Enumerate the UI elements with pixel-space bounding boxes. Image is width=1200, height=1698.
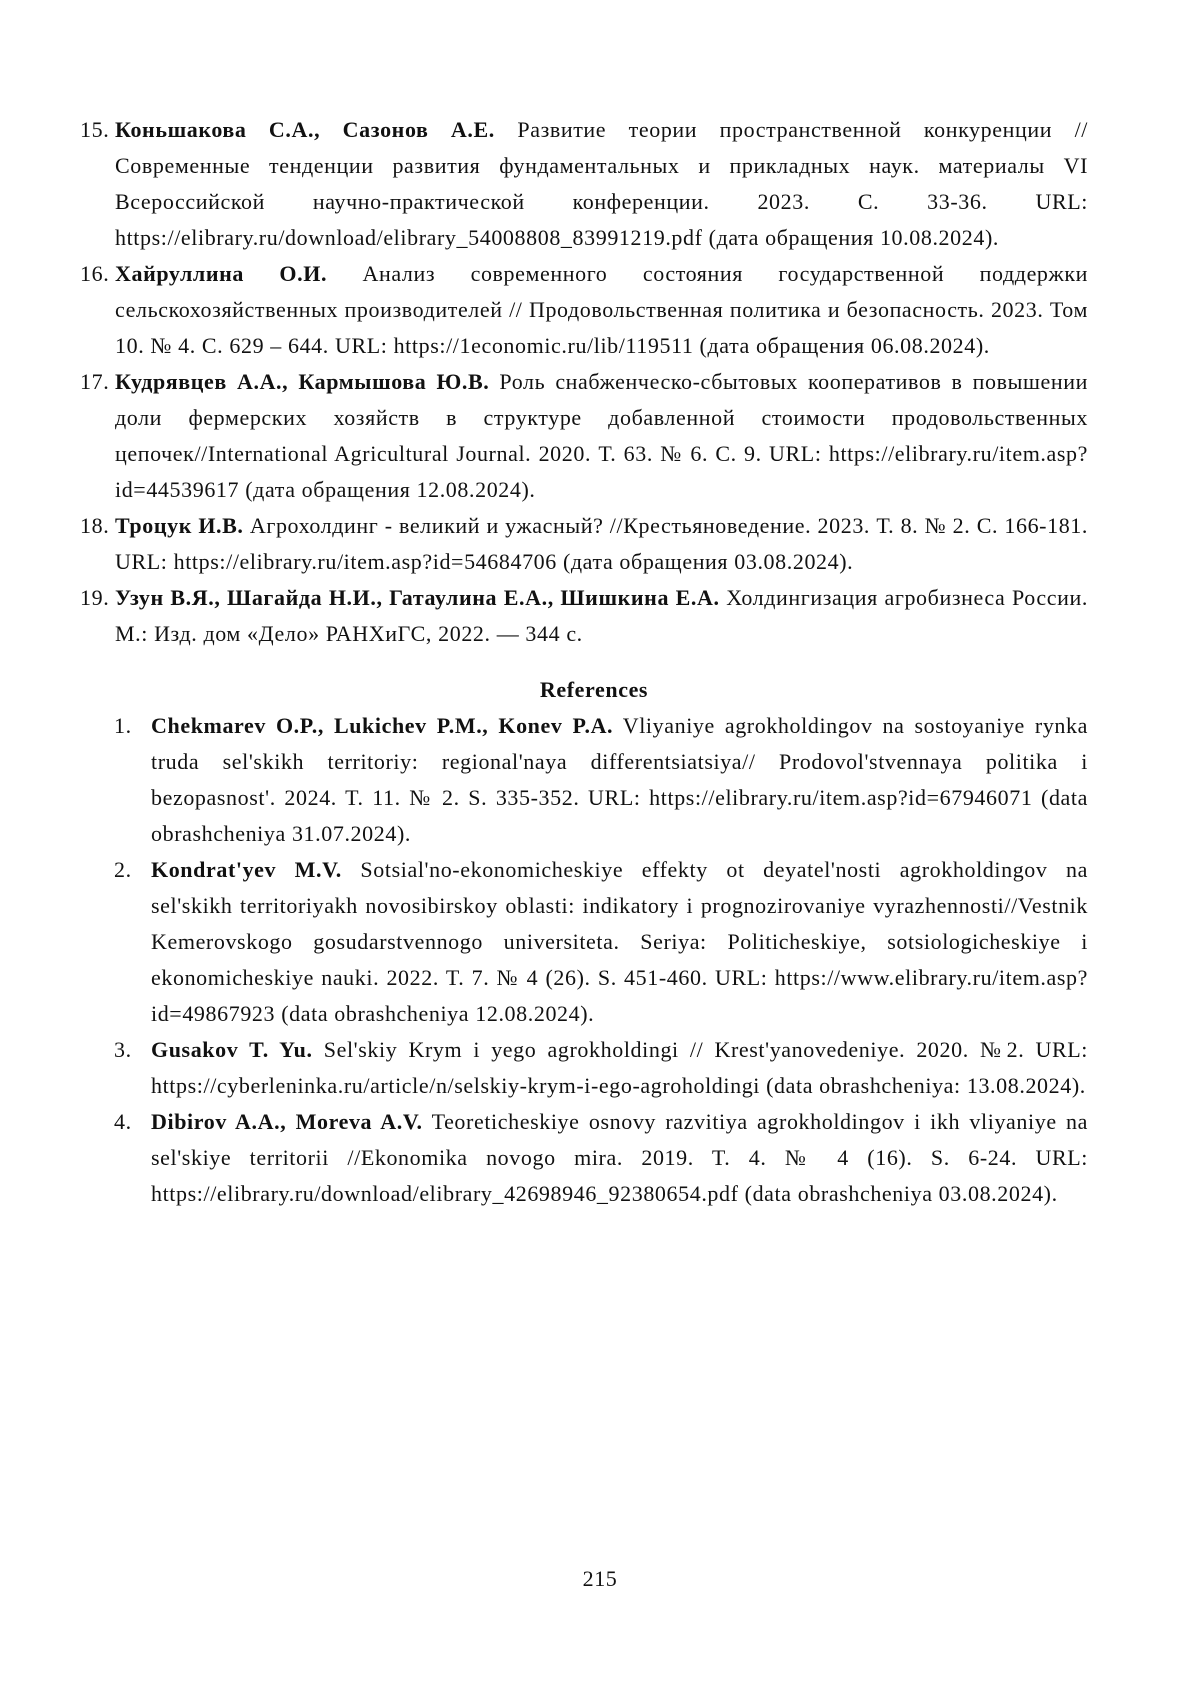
reference-number: 3. xyxy=(114,1037,132,1062)
reference-number: 2. xyxy=(114,857,132,882)
reference-text: Агрохолдинг - великий и ужасный? //Крестьяноведение. 2023. Т. 8. № 2. С. 166-181. URL: https://elibrary.ru/item.asp?id=54684706 (дата обращения 03.08.2024). xyxy=(115,513,1088,574)
reference-item-15 xyxy=(80,112,1088,256)
reference-number: 19. xyxy=(80,585,110,610)
reference-authors: Троцук И.В. xyxy=(115,513,244,538)
reference-item-18 xyxy=(80,508,1088,580)
reference-authors: Chekmarev O.P., Lukichev P.M., Konev P.A. xyxy=(151,713,614,738)
reference-authors: Кудрявцев А.А., Кармышова Ю.В. xyxy=(115,369,490,394)
reference-item-2 xyxy=(80,852,1088,1032)
reference-text: Sel'skiy Krym i yego agrokholdingi // Krest'yanovedeniye. 2020. №2. URL: https://cyberleninka.ru/article/n/selskiy-krym-i-ego-agroholdingi (data obrashcheniya: 13.08.2024). xyxy=(151,1037,1088,1098)
reference-item-17 xyxy=(80,364,1088,508)
reference-text: Роль снабженческо-сбытовых кооперативов в повышении доли фермерских хозяйств в структуре добавленной стоимости продовольственных цепочек//International Agricultural Journal. 2020. Т. 63. № 6. С. 9. URL: https://elibrary.ru/item.asp?id=44539617 (дата обращения 12.08.2024). xyxy=(115,369,1089,502)
english-reference-list xyxy=(80,708,1088,1212)
reference-text: Teoreticheskiye osnovy razvitiya agrokholdingov i ikh vliyaniye na sel'skiye territorii //Ekonomika novogo mira. 2019. T. 4. № 4 (16). S. 6-24. URL: https://elibrary.ru/download/elibrary_42698946_92380654.pdf (data obrashcheniya 03.08.2024). xyxy=(151,1109,1088,1206)
reference-item-16 xyxy=(80,256,1088,364)
reference-authors: Gusakov T. Yu. xyxy=(151,1037,313,1062)
reference-text: Холдингизация агробизнеса России. М.: Изд. дом «Дело» РАНХиГС, 2022. — 344 с. xyxy=(115,585,1089,646)
reference-text: Анализ современного состояния государственной поддержки сельскохозяйственных производителей // Продовольственная политика и безопасность. 2023. Том 10. № 4. С. 629 – 644. URL: https://1economic.ru/lib/119511 (дата обращения 06.08.2024). xyxy=(115,261,1088,358)
document-page xyxy=(80,112,1088,1212)
page-number: 215 xyxy=(582,1566,618,1591)
reference-item-19 xyxy=(80,580,1088,652)
reference-text: Vliyaniye agrokholdingov na sostoyaniye rynka truda sel'skikh territoriy: regional'naya differentsiatsiya// Prodovol'stvennaya politika i bezopasnost'. 2024. T. 11. № 2. S. 335-352. URL: https://elibrary.ru/item.asp?id=67946071 (data obrashcheniya 31.07.2024). xyxy=(151,713,1088,846)
reference-item-3 xyxy=(80,1032,1088,1104)
reference-text: Развитие теории пространственной конкуренции // Современные тенденции развития фундаментальных и прикладных наук. материалы VI Всероссийской научно-практической конференции. 2023. С. 33-36. URL: https://elibrary.ru/download/elibrary_54008808_83991219.pdf (дата обращения 10.08.2024). xyxy=(115,117,1088,250)
reference-text: Sotsial'no-ekonomicheskiye effekty ot deyatel'nosti agrokholdingov na sel'skikh territoriyakh novosibirskoy oblasti: indikatory i prognozirovaniye vyrazhennosti//Vestnik Kemerovskogo gosudarstvennogo universiteta. Seriya: Politicheskiye, sotsiologicheskiye i ekonomicheskiye nauki. 2022. T. 7. № 4 (26). S. 451-460. URL: https://www.elibrary.ru/item.asp?id=49867923 (data obrashcheniya 12.08.2024). xyxy=(151,857,1088,1026)
reference-authors: Хайруллина О.И. xyxy=(115,261,328,286)
reference-number: 18. xyxy=(80,513,110,538)
references-heading: References xyxy=(539,677,649,702)
russian-reference-list xyxy=(80,112,1088,652)
reference-number: 17. xyxy=(80,369,110,394)
reference-number: 15. xyxy=(80,117,110,142)
reference-authors: Узун В.Я., Шагайда Н.И., Гатаулина Е.А., Шишкина Е.А. xyxy=(115,585,720,610)
reference-number: 16. xyxy=(80,261,110,286)
reference-item-4 xyxy=(80,1104,1088,1212)
reference-authors: Dibirov A.A., Moreva A.V. xyxy=(151,1109,423,1134)
reference-number: 1. xyxy=(114,713,132,738)
reference-authors: Kondrat'yev M.V. xyxy=(151,857,342,882)
reference-item-1 xyxy=(80,708,1088,852)
reference-authors: Коньшакова С.А., Сазонов А.Е. xyxy=(115,117,495,142)
reference-number: 4. xyxy=(114,1109,132,1134)
